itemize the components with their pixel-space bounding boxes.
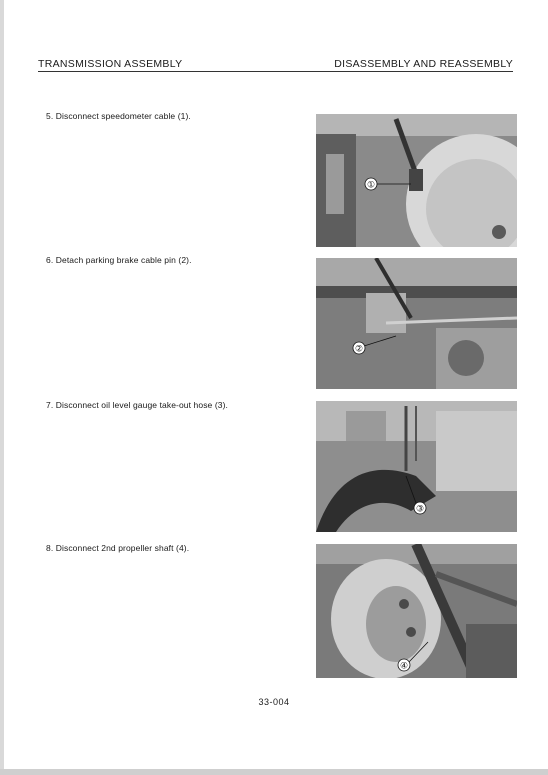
callout-2-label: ② [354,344,364,355]
step-5-photo [316,114,517,247]
section-title: TRANSMISSION ASSEMBLY [38,58,183,70]
page-number: 33-004 [258,697,290,707]
step-7-photo [316,401,517,532]
callout-3-label: ③ [415,504,425,515]
header-divider [38,71,513,72]
step-6-instruction: 6. Detach parking brake cable pin (2). [46,255,192,265]
step-8-instruction: 8. Disconnect 2nd propeller shaft (4). [46,543,190,553]
step-8-photo [316,544,517,678]
page-edge-shadow [0,0,4,775]
callout-1-label: ① [366,180,376,191]
step-5-instruction: 5. Disconnect speedometer cable (1). [46,111,191,121]
step-7-instruction: 7. Disconnect oil level gauge take-out hose (3). [46,400,228,410]
callout-4-label: ④ [399,661,409,672]
chapter-title: DISASSEMBLY AND REASSEMBLY [334,58,513,70]
page-bottom-shadow [0,769,548,775]
step-6-photo [316,258,517,389]
